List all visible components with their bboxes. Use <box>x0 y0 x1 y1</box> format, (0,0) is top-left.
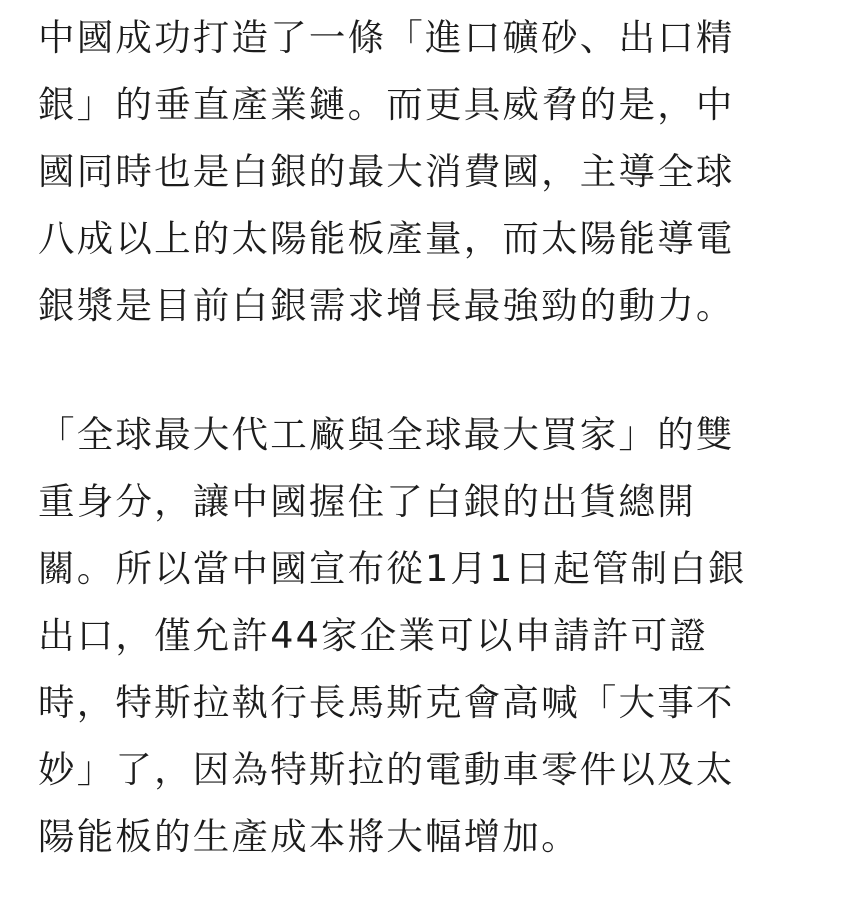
article-body <box>38 4 824 870</box>
text-line: 重身分，讓中國握住了白銀的出貨總開 <box>38 480 696 523</box>
paragraph-spacer <box>38 339 824 401</box>
text-line: 妙」了，因為特斯拉的電動車零件以及太 <box>38 748 735 791</box>
text-line: 銀」的垂直產業鏈。而更具威脅的是，中 <box>38 83 735 126</box>
paragraph-2 <box>38 401 824 870</box>
text-line: 中國成功打造了一條「進口礦砂、出口精 <box>38 16 735 59</box>
text-line: 出口，僅允許44家企業可以申請許可證 <box>38 614 709 657</box>
text-line: 關。所以當中國宣布從1月1日起管制白銀 <box>38 547 747 590</box>
text-line: 「全球最大代工廠與全球最大買家」的雙 <box>38 413 735 456</box>
text-line: 八成以上的太陽能板產量，而太陽能導電 <box>38 217 735 260</box>
paragraph-1 <box>38 4 824 339</box>
text-line: 時，特斯拉執行長馬斯克會高喊「大事不 <box>38 681 735 724</box>
text-line: 國同時也是白銀的最大消費國，主導全球 <box>38 150 735 193</box>
text-line: 陽能板的生產成本將大幅增加。 <box>38 815 580 858</box>
text-line: 銀漿是目前白銀需求增長最強勁的動力。 <box>38 284 735 327</box>
